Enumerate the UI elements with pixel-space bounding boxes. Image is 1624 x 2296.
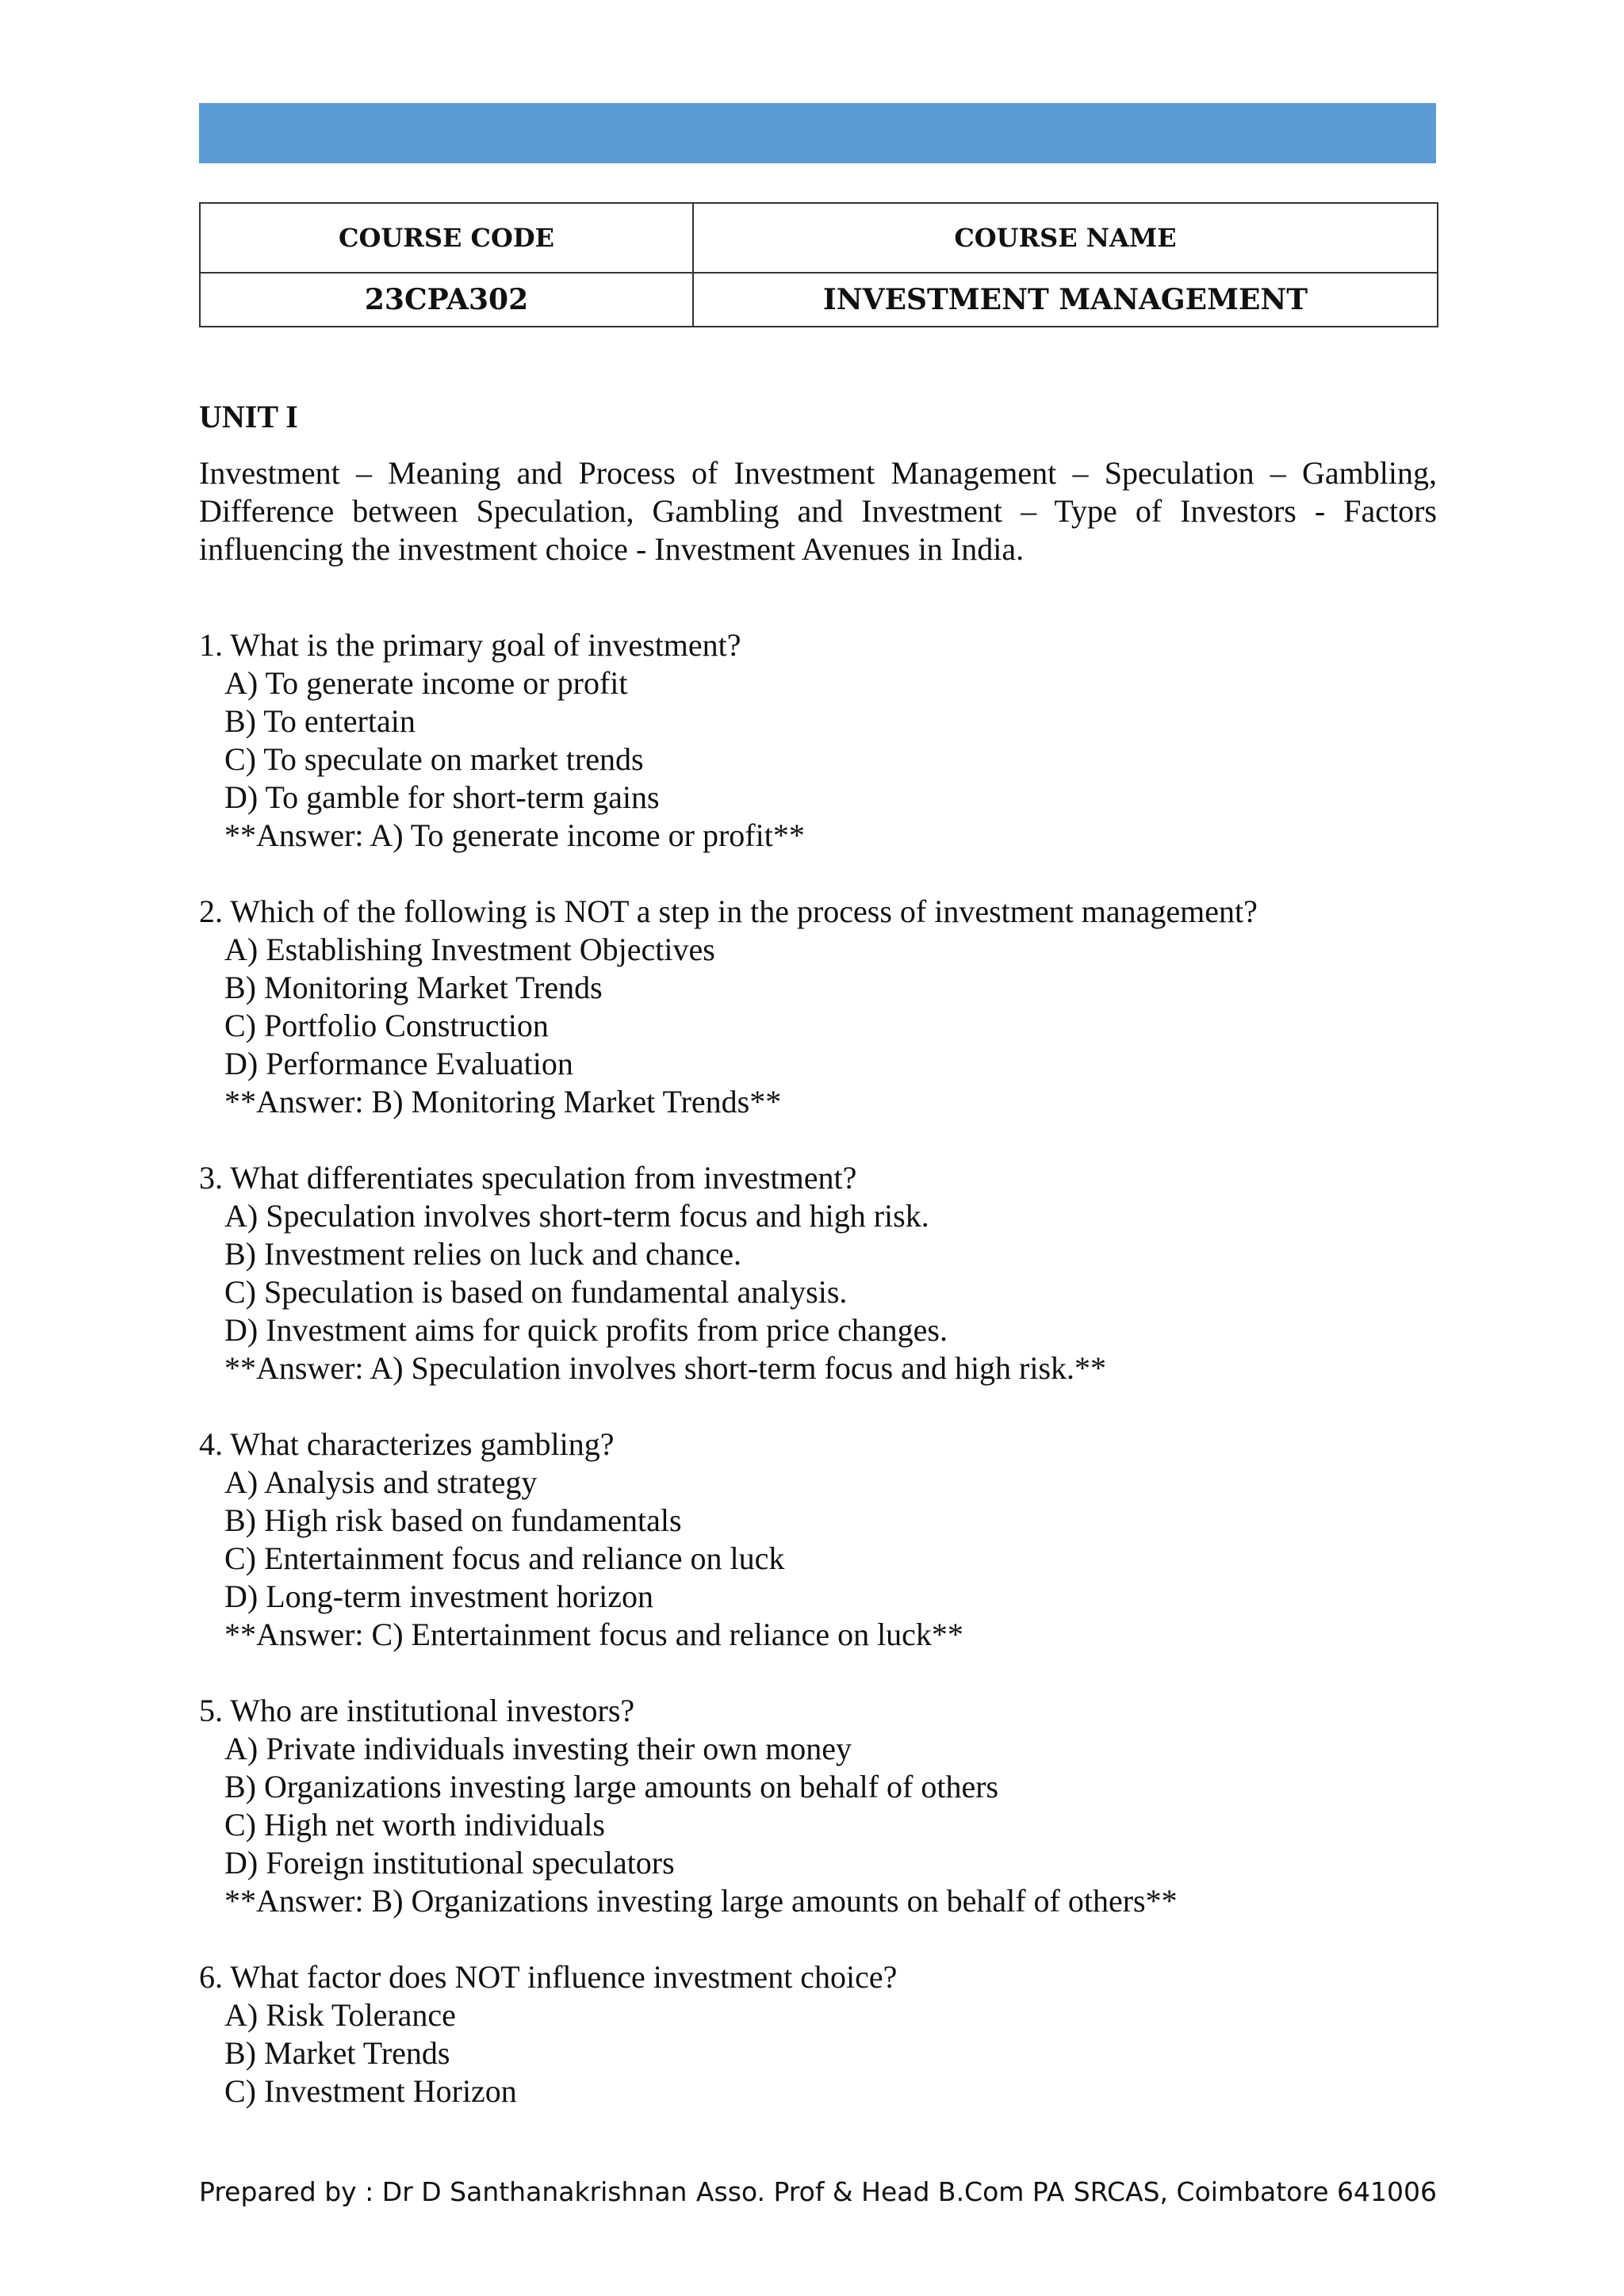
answer-text: **Answer: B) Monitoring Market Trends** <box>224 1084 782 1119</box>
option-a: A) Private individuals investing their own money <box>224 1731 852 1766</box>
question-list <box>199 626 1468 2149</box>
option-d: D) Long-term investment horizon <box>224 1578 653 1614</box>
option-a: A) Establishing Investment Objectives <box>224 932 715 967</box>
course-table-value-row <box>200 273 1438 327</box>
option-c: C) To speculate on market trends <box>224 741 644 777</box>
option-d: D) Performance Evaluation <box>224 1046 573 1081</box>
option-b: B) Organizations investing large amounts on behalf of others <box>224 1769 999 1804</box>
course-table-header-row <box>200 203 1438 273</box>
unit-title: UNIT I <box>199 399 298 434</box>
option-b: B) Monitoring Market Trends <box>224 970 603 1005</box>
question-text: 5. Who are institutional investors? <box>199 1693 635 1728</box>
question-block <box>199 1425 1468 1654</box>
page-footer <box>199 2176 1437 2207</box>
footer-institution: SRCAS, Coimbatore 641006 <box>1073 2176 1437 2207</box>
answer-text: **Answer: B) Organizations investing large amounts on behalf of others** <box>224 1883 1178 1919</box>
course-code-header: COURSE CODE <box>200 203 693 273</box>
option-c: C) High net worth individuals <box>224 1807 605 1843</box>
option-c: C) Entertainment focus and reliance on luck <box>224 1540 785 1576</box>
footer-designation: Asso. Prof & Head B.Com PA <box>695 2176 1065 2207</box>
option-c: C) Portfolio Construction <box>224 1008 549 1043</box>
option-d: D) To gamble for short-term gains <box>224 779 660 815</box>
option-a: A) To generate income or profit <box>224 665 628 701</box>
option-a: A) Speculation involves short-term focus and high risk. <box>224 1198 929 1234</box>
course-name-value: INVESTMENT MANAGEMENT <box>693 273 1438 327</box>
question-text: 6. What factor does NOT influence investment choice? <box>199 1959 898 1995</box>
course-code-value: 23CPA302 <box>200 273 693 327</box>
question-text: 1. What is the primary goal of investment? <box>199 627 741 663</box>
question-text: 2. Which of the following is NOT a step in the process of investment management? <box>199 894 1258 929</box>
option-b: B) High risk based on fundamentals <box>224 1502 682 1538</box>
option-d: D) Investment aims for quick profits from price changes. <box>224 1312 948 1348</box>
footer-prepared-by: Prepared by : Dr D Santhanakrishnan <box>199 2176 688 2207</box>
header-bar <box>199 103 1436 163</box>
course-table <box>199 202 1438 327</box>
option-c: C) Investment Horizon <box>224 2073 517 2109</box>
question-block <box>199 1159 1468 1387</box>
course-name-header: COURSE NAME <box>693 203 1438 273</box>
question-text: 3. What differentiates speculation from investment? <box>199 1160 857 1196</box>
option-c: C) Speculation is based on fundamental analysis. <box>224 1274 848 1310</box>
question-block <box>199 626 1468 855</box>
option-a: A) Analysis and strategy <box>224 1464 538 1500</box>
option-b: B) Investment relies on luck and chance. <box>224 1236 741 1272</box>
question-block <box>199 1692 1468 1920</box>
question-text: 4. What characterizes gambling? <box>199 1426 615 1462</box>
answer-text: **Answer: A) To generate income or profit** <box>224 817 805 853</box>
question-block <box>199 1958 1468 2110</box>
option-b: B) To entertain <box>224 703 416 739</box>
option-d: D) Foreign institutional speculators <box>224 1845 675 1881</box>
option-a: A) Risk Tolerance <box>224 1997 456 2033</box>
unit-description: Investment – Meaning and Process of Investment Management – Speculation – Gambling, Difference between Speculation, Gambling and Investment – Type of Investors - Factors influencing the investment choice - Investment Avenues in India. <box>199 455 1437 567</box>
option-b: B) Market Trends <box>224 2035 450 2071</box>
answer-text: **Answer: A) Speculation involves short-term focus and high risk.** <box>224 1350 1107 1386</box>
answer-text: **Answer: C) Entertainment focus and reliance on luck** <box>224 1617 963 1652</box>
question-block <box>199 893 1468 1121</box>
